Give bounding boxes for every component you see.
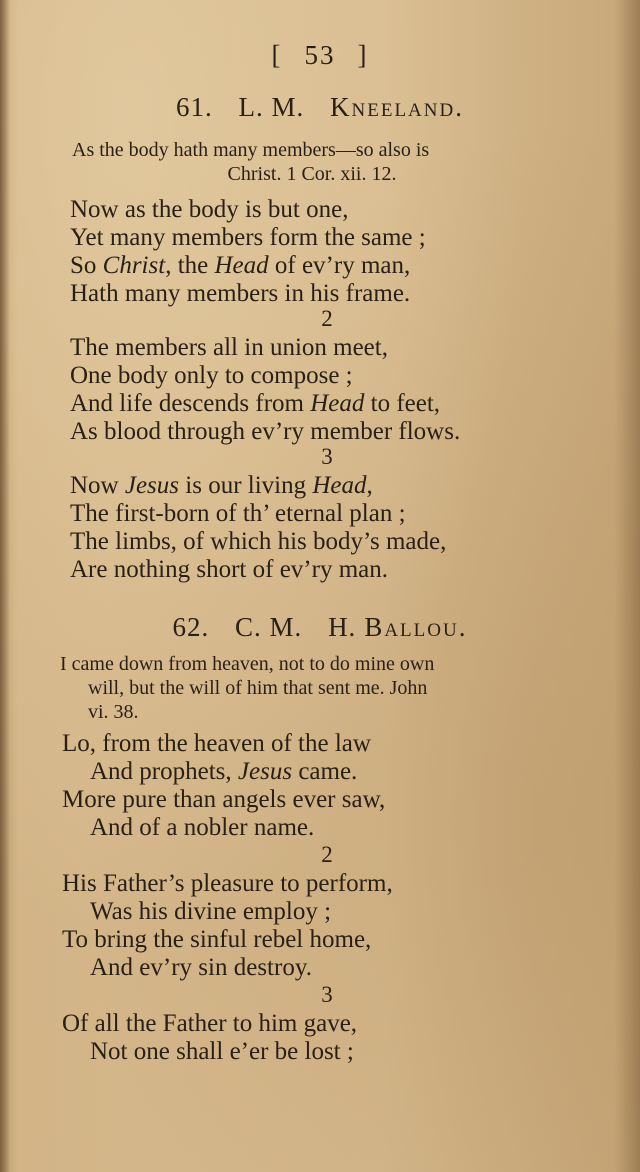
verse-line: His Father’s pleasure to perform, — [62, 870, 393, 897]
hymn-62-epigraph-line-3: vi. 38. — [88, 701, 139, 723]
verse-line: As blood through ev’ry member flows. — [70, 418, 461, 445]
hymn-61-epigraph-line-2: Christ. 1 Cor. xii. 12. — [227, 163, 397, 185]
verse-line: The members all in union meet, — [70, 334, 388, 361]
hymn-62-author-initial: H. — [328, 612, 357, 642]
hymn-61-stanza-2 — [70, 334, 460, 446]
hymn-62-stanza-2-number: 2 — [321, 842, 333, 867]
page-header — [0, 40, 640, 71]
header-open-bracket: [ — [271, 40, 283, 70]
hymn-61-epigraph — [72, 138, 552, 186]
verse-line: Lo, from the heaven of the law — [62, 730, 371, 757]
page-number: 53 — [304, 40, 336, 70]
verse-line: To bring the sinful rebel home, — [62, 926, 372, 953]
hymn-61-stanza-3-number: 3 — [321, 444, 333, 469]
verse-line: Not one shall e’er be lost ; — [90, 1038, 354, 1065]
hymn-61-stanza-1 — [70, 196, 426, 308]
hymn-62-meter: C. M. — [235, 612, 303, 642]
verse-line: And ev’ry sin destroy. — [90, 954, 312, 981]
verse-line: Yet many members form the same ; — [70, 224, 426, 251]
hymn-62-stanza-2 — [62, 870, 393, 982]
verse-line: And prophets, Jesus came. — [90, 758, 358, 785]
hymn-61-epigraph-line-1: As the body hath many members—so also is — [72, 139, 430, 161]
hymn-61-number: 61. — [176, 92, 213, 122]
verse-line: The limbs, of which his body’s made, — [70, 528, 447, 555]
hymn-61-meter: L. M. — [238, 92, 305, 122]
hymn-61-stanza-2-number: 2 — [321, 306, 333, 331]
hymn-62-number: 62. — [172, 612, 210, 642]
hymn-62-epigraph — [60, 652, 580, 724]
verse-line: Now as the body is but one, — [70, 196, 349, 223]
hymn-62-stanza-3-number: 3 — [321, 982, 333, 1007]
hymn-62-stanza-3 — [62, 1010, 357, 1066]
hymn-61-author: Kneeland. — [330, 92, 464, 122]
verse-line: Was his divine employ ; — [90, 898, 332, 925]
verse-line: So Christ, the Head of ev’ry man, — [70, 252, 411, 279]
verse-line: And life descends from Head to feet, — [70, 390, 441, 417]
verse-line: More pure than angels ever saw, — [62, 786, 386, 813]
verse-line: One body only to compose ; — [70, 362, 353, 389]
verse-line: And of a nobler name. — [90, 814, 315, 841]
verse-line: Now Jesus is our living Head, — [70, 472, 373, 499]
verse-line: Of all the Father to him gave, — [62, 1010, 358, 1037]
verse-line: Are nothing short of ev’ry man. — [70, 556, 388, 583]
hymn-62-author: Ballou. — [364, 612, 468, 642]
hymn-62-title — [0, 612, 640, 643]
hymn-61-title — [0, 92, 640, 123]
verse-line: The first-born of th’ eternal plan ; — [70, 500, 406, 527]
hymn-62-epigraph-line-2: will, but the will of him that sent me. John — [88, 677, 428, 699]
hymn-62-epigraph-line-1: I came down from heaven, not to do mine own — [60, 653, 435, 675]
header-close-bracket: ] — [357, 40, 369, 70]
hymn-61-stanza-3 — [70, 472, 446, 584]
hymn-62-stanza-1 — [62, 730, 385, 842]
verse-line: Hath many members in his frame. — [70, 280, 411, 307]
